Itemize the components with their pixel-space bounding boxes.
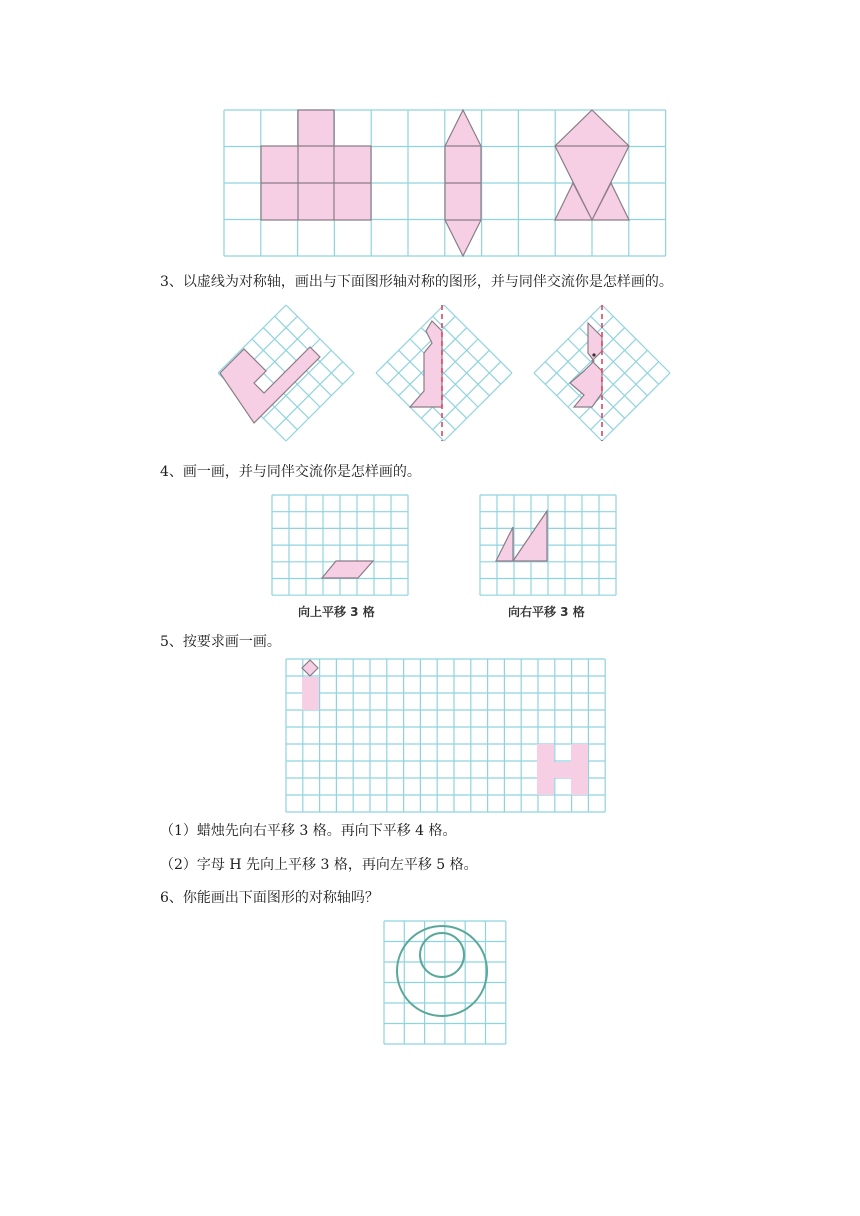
question-5: 5、按要求画一画。 (160, 634, 281, 650)
figure-circles (382, 919, 508, 1047)
diamond-grid-1 (218, 305, 354, 441)
grid-lines (272, 495, 408, 595)
grid-lines (384, 921, 506, 1044)
figure-symmetric-shapes (222, 108, 668, 260)
caption-right: 向右平移 3 格 (508, 605, 585, 619)
parallelogram-shape (322, 561, 373, 578)
eye-dot (592, 353, 595, 356)
figure-diamond-grids (218, 303, 676, 443)
question-6: 6、你能画出下面图形的对称轴吗？ (160, 890, 379, 906)
small-circle (420, 933, 464, 977)
candle-body-shape (302, 677, 319, 710)
question-3: 3、以虚线为对称轴，画出与下面图形轴对称的图形，并与同伴交流你是怎样画的。 (160, 274, 673, 290)
triangles-shape (496, 511, 547, 561)
diamond-grid-2 (376, 305, 512, 441)
figure-translate-right (478, 493, 618, 597)
fish-shape (555, 110, 629, 220)
letter-h-shape (537, 744, 588, 795)
question-5-1: （1）蜡烛先向右平移 3 格。再向下平移 4 格。 (160, 823, 457, 839)
question-5-2: （2）字母 H 先向上平移 3 格，再向左平移 5 格。 (160, 857, 478, 873)
half-rabbit-shape (570, 323, 602, 407)
diamond-grid-3 (534, 305, 670, 441)
grid-lines (480, 495, 616, 595)
cross-shape (261, 110, 371, 220)
figure-translate-up (270, 493, 410, 597)
diamond-grid-lines (376, 305, 512, 441)
caption-up: 向上平移 3 格 (298, 605, 375, 619)
question-4: 4、画一画，并与同伴交流你是怎样画的。 (160, 464, 421, 480)
figure-candle-h (284, 657, 606, 813)
grid-lines (286, 659, 605, 812)
candle-flame-shape (302, 660, 318, 676)
